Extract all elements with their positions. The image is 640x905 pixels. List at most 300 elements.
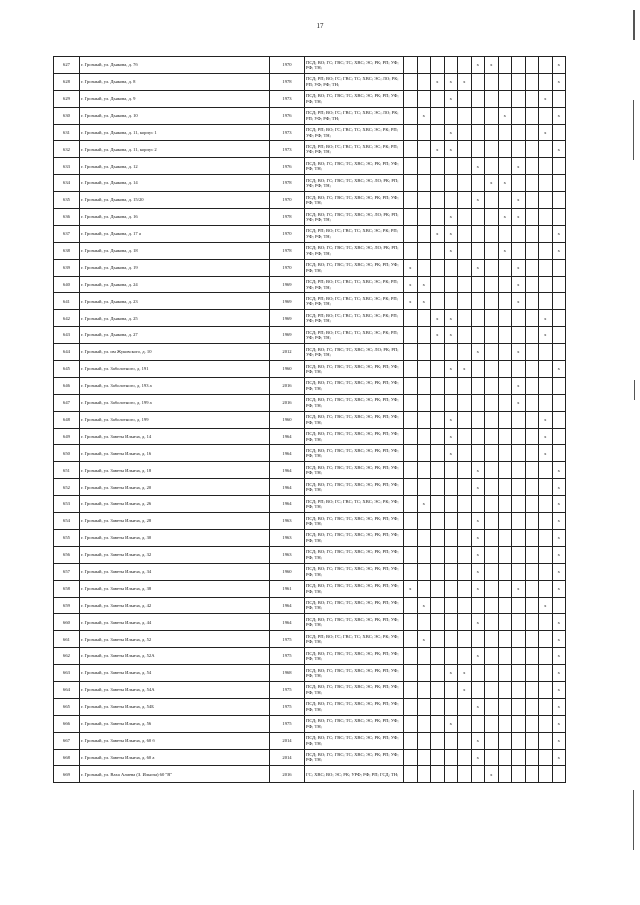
mark-cell bbox=[417, 614, 431, 631]
mark-cell bbox=[539, 192, 553, 209]
address-cell: г. Грозный, ул. Заветы Ильича, д. 54А bbox=[80, 681, 270, 698]
address-cell: г. Грозный, ул. Заветы Ильича, д. 14 bbox=[80, 428, 270, 445]
mark-cell bbox=[498, 665, 512, 682]
mark-cell bbox=[431, 276, 445, 293]
mark-cell bbox=[404, 344, 418, 361]
mark-cell bbox=[512, 513, 526, 530]
mark-cell bbox=[498, 496, 512, 513]
mark-cell bbox=[539, 766, 553, 783]
mark-cell bbox=[498, 394, 512, 411]
mark-cell: х bbox=[539, 445, 553, 462]
mark-cell bbox=[485, 665, 499, 682]
row-number: 651 bbox=[54, 462, 80, 479]
mark-cell bbox=[485, 681, 499, 698]
services-cell: ПСД; ВО; ГС; ГВС; ТС; ХВС; ЭС; ЛО; РК; РП; УФ; РФ; ТН; bbox=[305, 242, 404, 259]
address-cell: г. Грозный, ул. Дьякова, д. 11, корпус 1 bbox=[80, 124, 270, 141]
mark-cell bbox=[539, 479, 553, 496]
scan-edge-mark bbox=[633, 100, 634, 160]
mark-cell: х bbox=[431, 327, 445, 344]
year-cell: 1964 bbox=[270, 496, 305, 513]
address-cell: г. Грозный, ул. Заветы Ильича, д. 42 bbox=[80, 597, 270, 614]
mark-cell bbox=[417, 428, 431, 445]
mark-cell bbox=[471, 310, 485, 327]
mark-cell bbox=[458, 209, 472, 226]
mark-cell: х bbox=[552, 614, 566, 631]
mark-cell bbox=[458, 310, 472, 327]
mark-cell bbox=[458, 445, 472, 462]
address-cell: г. Грозный, ул. Дьякова, д. 12 bbox=[80, 158, 270, 175]
mark-cell bbox=[458, 614, 472, 631]
mark-cell bbox=[431, 175, 445, 192]
mark-cell bbox=[485, 242, 499, 259]
year-cell: 1963 bbox=[270, 546, 305, 563]
mark-cell bbox=[404, 665, 418, 682]
mark-cell bbox=[485, 732, 499, 749]
mark-cell bbox=[525, 141, 539, 158]
address-cell: г. Грозный, ул. Заветы Ильича, д. 60 б bbox=[80, 732, 270, 749]
table-row bbox=[54, 73, 566, 90]
mark-cell bbox=[417, 73, 431, 90]
row-number: 650 bbox=[54, 445, 80, 462]
services-cell: ПСД; ВО; ГС; ГВС; ТС; ХВС; ЭС; РК; РП; УФ; РФ; ТН; bbox=[305, 749, 404, 766]
mark-cell bbox=[552, 327, 566, 344]
table-row bbox=[54, 563, 566, 580]
mark-cell bbox=[512, 496, 526, 513]
mark-cell: х bbox=[552, 580, 566, 597]
mark-cell bbox=[458, 175, 472, 192]
table-row bbox=[54, 377, 566, 394]
mark-cell bbox=[525, 428, 539, 445]
row-number: 662 bbox=[54, 648, 80, 665]
year-cell: 1964 bbox=[270, 614, 305, 631]
mark-cell bbox=[404, 327, 418, 344]
mark-cell bbox=[444, 749, 458, 766]
mark-cell bbox=[512, 57, 526, 74]
year-cell: 1960 bbox=[270, 563, 305, 580]
mark-cell: х bbox=[552, 698, 566, 715]
row-number: 659 bbox=[54, 597, 80, 614]
mark-cell bbox=[498, 614, 512, 631]
mark-cell bbox=[525, 259, 539, 276]
services-cell: ПСД; ВО; ГС; ГВС; ТС; ХВС; ЭС; РК; РП; УФ; РФ; ТН; bbox=[305, 361, 404, 378]
row-number: 632 bbox=[54, 141, 80, 158]
services-cell: ПСД; РП; ВО; ГС; ГВС; ТС; ХВС; ЭС; РК; РП; УФ; РФ; ТН; bbox=[305, 293, 404, 310]
address-cell: г. Грозный, ул. Заветы Ильича, д. 54Б bbox=[80, 698, 270, 715]
mark-cell bbox=[539, 715, 553, 732]
mark-cell bbox=[539, 377, 553, 394]
row-number: 644 bbox=[54, 344, 80, 361]
mark-cell: х bbox=[417, 107, 431, 124]
mark-cell bbox=[485, 614, 499, 631]
mark-cell bbox=[417, 715, 431, 732]
address-cell: г. Грозный, ул. Дьякова, д. 27 bbox=[80, 327, 270, 344]
year-cell: 1970 bbox=[270, 192, 305, 209]
year-cell: 1973 bbox=[270, 141, 305, 158]
row-number: 639 bbox=[54, 259, 80, 276]
table-row bbox=[54, 310, 566, 327]
services-cell: ПСД; ВО; ГС; ГВС; ТС; ХВС; ЭС; РК; РП; УФ; РФ; ТН; bbox=[305, 377, 404, 394]
mark-cell bbox=[404, 107, 418, 124]
year-cell: 1960 bbox=[270, 411, 305, 428]
address-cell: г. Грозный, ул. Заветы Ильича, д. 54 bbox=[80, 665, 270, 682]
table-row bbox=[54, 732, 566, 749]
mark-cell bbox=[404, 715, 418, 732]
mark-cell: х bbox=[471, 158, 485, 175]
row-number: 627 bbox=[54, 57, 80, 74]
mark-cell bbox=[431, 445, 445, 462]
table-row bbox=[54, 192, 566, 209]
address-cell: г. Грозный, ул. Дьякова, д. 17 а bbox=[80, 225, 270, 242]
year-cell: 1969 bbox=[270, 293, 305, 310]
mark-cell bbox=[512, 648, 526, 665]
mark-cell bbox=[552, 158, 566, 175]
mark-cell: х bbox=[404, 259, 418, 276]
row-number: 634 bbox=[54, 175, 80, 192]
mark-cell bbox=[485, 90, 499, 107]
mark-cell bbox=[417, 665, 431, 682]
mark-cell bbox=[431, 614, 445, 631]
services-cell: ПСД; РП; ВО; ГС; ГВС; ТС; ХВС; ЭС; РК; РП; УФ; РФ; ТН; bbox=[305, 276, 404, 293]
row-number: 661 bbox=[54, 631, 80, 648]
row-number: 667 bbox=[54, 732, 80, 749]
mark-cell bbox=[539, 293, 553, 310]
mark-cell bbox=[417, 225, 431, 242]
mark-cell bbox=[525, 681, 539, 698]
year-cell: 2016 bbox=[270, 766, 305, 783]
mark-cell: х bbox=[552, 141, 566, 158]
mark-cell bbox=[471, 209, 485, 226]
year-cell: 1964 bbox=[270, 428, 305, 445]
mark-cell bbox=[444, 597, 458, 614]
mark-cell bbox=[404, 597, 418, 614]
mark-cell bbox=[539, 580, 553, 597]
mark-cell bbox=[458, 90, 472, 107]
mark-cell bbox=[525, 496, 539, 513]
year-cell: 1978 bbox=[270, 242, 305, 259]
mark-cell bbox=[552, 293, 566, 310]
mark-cell bbox=[417, 192, 431, 209]
mark-cell bbox=[485, 276, 499, 293]
mark-cell bbox=[417, 158, 431, 175]
mark-cell bbox=[512, 225, 526, 242]
housing-registry-table bbox=[53, 56, 566, 783]
mark-cell: х bbox=[485, 766, 499, 783]
mark-cell bbox=[444, 732, 458, 749]
table-row bbox=[54, 411, 566, 428]
mark-cell bbox=[552, 344, 566, 361]
mark-cell: х bbox=[444, 124, 458, 141]
mark-cell bbox=[512, 546, 526, 563]
mark-cell: х bbox=[498, 107, 512, 124]
mark-cell bbox=[485, 428, 499, 445]
services-cell: ПСД; ВО; ГС; ГВС; ТС; ХВС; ЭС; РК; РП; УФ; РФ; ТН; bbox=[305, 479, 404, 496]
mark-cell: х bbox=[539, 327, 553, 344]
mark-cell: х bbox=[512, 394, 526, 411]
row-number: 657 bbox=[54, 563, 80, 580]
mark-cell: х bbox=[458, 73, 472, 90]
mark-cell bbox=[485, 293, 499, 310]
table-row bbox=[54, 648, 566, 665]
services-cell: ПСД; ВО; ГС; ГВС; ТС; ХВС; ЭС; ЛО; РК; РП; УФ; РФ; ТН; bbox=[305, 344, 404, 361]
mark-cell bbox=[417, 479, 431, 496]
mark-cell: х bbox=[552, 513, 566, 530]
address-cell: г. Грозный, ул. Дьякова, д. 19 bbox=[80, 259, 270, 276]
services-cell: ПСД; РП; ВО; ГС; ГВС; ТС; ХВС; ЭС; РК; РП; УФ; РФ; ТН; bbox=[305, 141, 404, 158]
row-number: 628 bbox=[54, 73, 80, 90]
mark-cell bbox=[458, 327, 472, 344]
mark-cell bbox=[417, 681, 431, 698]
mark-cell bbox=[404, 175, 418, 192]
address-cell: г. Грозный, ул. Заветы Ильича, д. 56 bbox=[80, 715, 270, 732]
mark-cell bbox=[458, 631, 472, 648]
services-cell: ПСД; РП; ВО; ГС; ГВС; ТС; ХВС; ЭС; РК; УФ; РФ; ТН; bbox=[305, 631, 404, 648]
mark-cell bbox=[404, 648, 418, 665]
mark-cell bbox=[512, 73, 526, 90]
year-cell: 2016 bbox=[270, 394, 305, 411]
mark-cell bbox=[404, 563, 418, 580]
mark-cell bbox=[539, 462, 553, 479]
mark-cell bbox=[498, 513, 512, 530]
mark-cell bbox=[431, 529, 445, 546]
mark-cell bbox=[539, 57, 553, 74]
mark-cell bbox=[444, 631, 458, 648]
mark-cell bbox=[498, 344, 512, 361]
mark-cell: х bbox=[444, 90, 458, 107]
mark-cell bbox=[498, 361, 512, 378]
mark-cell bbox=[512, 563, 526, 580]
mark-cell bbox=[512, 310, 526, 327]
services-cell: ПСД; РП; ВО; ГС; ГВС; ТС; ХВС; ЭС; РК; РП; УФ; РФ; ТН; bbox=[305, 310, 404, 327]
mark-cell: х bbox=[512, 293, 526, 310]
mark-cell bbox=[458, 580, 472, 597]
mark-cell bbox=[512, 242, 526, 259]
year-cell: 2012 bbox=[270, 344, 305, 361]
year-cell: 1964 bbox=[270, 445, 305, 462]
mark-cell bbox=[471, 766, 485, 783]
mark-cell bbox=[485, 377, 499, 394]
mark-cell: х bbox=[444, 310, 458, 327]
row-number: 656 bbox=[54, 546, 80, 563]
mark-cell bbox=[498, 327, 512, 344]
mark-cell bbox=[485, 563, 499, 580]
mark-cell bbox=[404, 445, 418, 462]
mark-cell bbox=[539, 209, 553, 226]
row-number: 658 bbox=[54, 580, 80, 597]
mark-cell: х bbox=[498, 175, 512, 192]
row-number: 641 bbox=[54, 293, 80, 310]
table-row bbox=[54, 445, 566, 462]
year-cell: 1970 bbox=[270, 259, 305, 276]
mark-cell bbox=[525, 648, 539, 665]
mark-cell bbox=[444, 394, 458, 411]
services-cell: ПСД; ВО; ГС; ГВС; ТС; ХВС; ЭС; РК; РП; УФ; РФ; ТН; bbox=[305, 158, 404, 175]
mark-cell bbox=[458, 529, 472, 546]
mark-cell bbox=[525, 445, 539, 462]
mark-cell bbox=[458, 377, 472, 394]
mark-cell bbox=[512, 361, 526, 378]
address-cell: г. Грозный, ул. Заболотного, д. 199 а bbox=[80, 394, 270, 411]
table-row bbox=[54, 209, 566, 226]
mark-cell bbox=[498, 124, 512, 141]
address-cell: г. Грозный, ул. Дьякова, д. 25 bbox=[80, 310, 270, 327]
mark-cell: х bbox=[404, 276, 418, 293]
mark-cell: х bbox=[471, 462, 485, 479]
mark-cell bbox=[552, 445, 566, 462]
services-cell: ПСД; ВО; ГС; ГВС; ТС; ХВС; ЭС; РК; РП; УФ; РФ; ТН; bbox=[305, 648, 404, 665]
mark-cell bbox=[444, 563, 458, 580]
mark-cell bbox=[485, 141, 499, 158]
row-number: 643 bbox=[54, 327, 80, 344]
mark-cell: х bbox=[552, 57, 566, 74]
address-cell: г. Грозный, ул. Заветы Ильича, д. 38 bbox=[80, 580, 270, 597]
mark-cell bbox=[404, 698, 418, 715]
mark-cell bbox=[512, 766, 526, 783]
mark-cell bbox=[458, 462, 472, 479]
mark-cell: х bbox=[539, 411, 553, 428]
mark-cell bbox=[498, 57, 512, 74]
year-cell: 1975 bbox=[270, 631, 305, 648]
mark-cell bbox=[431, 563, 445, 580]
mark-cell: х bbox=[552, 529, 566, 546]
mark-cell bbox=[458, 259, 472, 276]
mark-cell bbox=[471, 445, 485, 462]
mark-cell bbox=[512, 529, 526, 546]
mark-cell bbox=[444, 580, 458, 597]
mark-cell bbox=[417, 57, 431, 74]
services-cell: ПСД; ВО; ГС; ГВС; ТС; ХВС; ЭС; РК; РП; УФ; РФ; ТН; bbox=[305, 580, 404, 597]
mark-cell bbox=[471, 681, 485, 698]
mark-cell bbox=[431, 681, 445, 698]
mark-cell bbox=[471, 496, 485, 513]
mark-cell bbox=[525, 225, 539, 242]
mark-cell bbox=[404, 529, 418, 546]
mark-cell bbox=[539, 158, 553, 175]
mark-cell: х bbox=[444, 411, 458, 428]
mark-cell bbox=[404, 209, 418, 226]
mark-cell bbox=[431, 648, 445, 665]
mark-cell bbox=[458, 732, 472, 749]
mark-cell bbox=[444, 681, 458, 698]
mark-cell bbox=[471, 428, 485, 445]
table-row bbox=[54, 57, 566, 74]
mark-cell bbox=[417, 124, 431, 141]
services-cell: ПСД; ВО; ГС; ГВС; ТС; ХВС; ЭС; РК; РП; УФ; РФ; ТН; bbox=[305, 698, 404, 715]
mark-cell bbox=[512, 411, 526, 428]
year-cell: 1973 bbox=[270, 90, 305, 107]
year-cell: 1973 bbox=[270, 124, 305, 141]
mark-cell: х bbox=[458, 681, 472, 698]
mark-cell bbox=[431, 158, 445, 175]
address-cell: г. Грозный, ул. Заветы Ильича, д. 52 bbox=[80, 631, 270, 648]
mark-cell bbox=[431, 361, 445, 378]
mark-cell bbox=[485, 698, 499, 715]
mark-cell bbox=[431, 394, 445, 411]
table-row bbox=[54, 259, 566, 276]
mark-cell bbox=[404, 749, 418, 766]
services-cell: ПСД; ВО; ГС; ГВС; ТС; ХВС; ЭС; РК; РП; УФ; РФ; ТН; bbox=[305, 90, 404, 107]
mark-cell: х bbox=[498, 209, 512, 226]
mark-cell bbox=[512, 715, 526, 732]
mark-cell bbox=[458, 293, 472, 310]
mark-cell bbox=[431, 546, 445, 563]
address-cell: г. Грозный, ул. Дьякова, д. 9 bbox=[80, 90, 270, 107]
mark-cell: х bbox=[471, 563, 485, 580]
mark-cell bbox=[404, 90, 418, 107]
mark-cell bbox=[417, 344, 431, 361]
mark-cell bbox=[512, 428, 526, 445]
mark-cell bbox=[485, 310, 499, 327]
row-number: 635 bbox=[54, 192, 80, 209]
year-cell: 1976 bbox=[270, 158, 305, 175]
row-number: 653 bbox=[54, 496, 80, 513]
table-row bbox=[54, 327, 566, 344]
mark-cell bbox=[404, 310, 418, 327]
mark-cell bbox=[485, 749, 499, 766]
services-cell: ПСД; ВО; ГС; ГВС; ТС; ХВС; ЭС; РК; РП; УФ; РФ; ТН; bbox=[305, 411, 404, 428]
address-cell: г. Грозный, ул. Ваха Алиева (З. Ильича) 60 "В" bbox=[80, 766, 270, 783]
mark-cell bbox=[539, 648, 553, 665]
mark-cell bbox=[512, 479, 526, 496]
address-cell: г. Грозный, ул. Дьякова, д. 8 bbox=[80, 73, 270, 90]
services-cell: ПСД; РП; ВО; ГС; ГВС; ТС; ХВС; ЭС; ЛО; РК; РП; УФ; РФ; ТН; bbox=[305, 73, 404, 90]
mark-cell: х bbox=[404, 580, 418, 597]
mark-cell bbox=[444, 614, 458, 631]
table-row bbox=[54, 580, 566, 597]
mark-cell: х bbox=[444, 242, 458, 259]
services-cell: ПСД; ВО; ГС; ГВС; ТС; ХВС; ЭС; РК; РП; УФ; РФ; ТН; bbox=[305, 57, 404, 74]
scan-edge-mark bbox=[634, 380, 635, 400]
mark-cell: х bbox=[471, 732, 485, 749]
mark-cell bbox=[485, 73, 499, 90]
mark-cell bbox=[471, 597, 485, 614]
mark-cell bbox=[498, 580, 512, 597]
address-cell: г. Грозный, ул. им Жуковского, д. 10 bbox=[80, 344, 270, 361]
table-row bbox=[54, 715, 566, 732]
mark-cell: х bbox=[471, 344, 485, 361]
mark-cell bbox=[444, 479, 458, 496]
mark-cell bbox=[525, 411, 539, 428]
mark-cell bbox=[498, 411, 512, 428]
mark-cell: х bbox=[417, 597, 431, 614]
mark-cell bbox=[404, 73, 418, 90]
page-number: 17 bbox=[316, 22, 324, 30]
mark-cell bbox=[498, 529, 512, 546]
mark-cell bbox=[498, 462, 512, 479]
mark-cell bbox=[471, 361, 485, 378]
mark-cell bbox=[458, 158, 472, 175]
row-number: 630 bbox=[54, 107, 80, 124]
mark-cell bbox=[444, 158, 458, 175]
mark-cell bbox=[539, 242, 553, 259]
row-number: 646 bbox=[54, 377, 80, 394]
mark-cell bbox=[404, 462, 418, 479]
table-row bbox=[54, 597, 566, 614]
mark-cell bbox=[485, 648, 499, 665]
mark-cell bbox=[552, 192, 566, 209]
mark-cell bbox=[485, 631, 499, 648]
mark-cell bbox=[498, 698, 512, 715]
mark-cell bbox=[512, 732, 526, 749]
mark-cell bbox=[498, 90, 512, 107]
mark-cell bbox=[444, 766, 458, 783]
table-row bbox=[54, 141, 566, 158]
mark-cell bbox=[404, 614, 418, 631]
mark-cell: х bbox=[552, 648, 566, 665]
mark-cell bbox=[444, 377, 458, 394]
services-cell: ПСД; РП; ВО; ГС; ГВС; ТС; ХВС; ЭС; РК; УФ; РФ; ТН; bbox=[305, 496, 404, 513]
year-cell: 1960 bbox=[270, 361, 305, 378]
mark-cell bbox=[444, 192, 458, 209]
